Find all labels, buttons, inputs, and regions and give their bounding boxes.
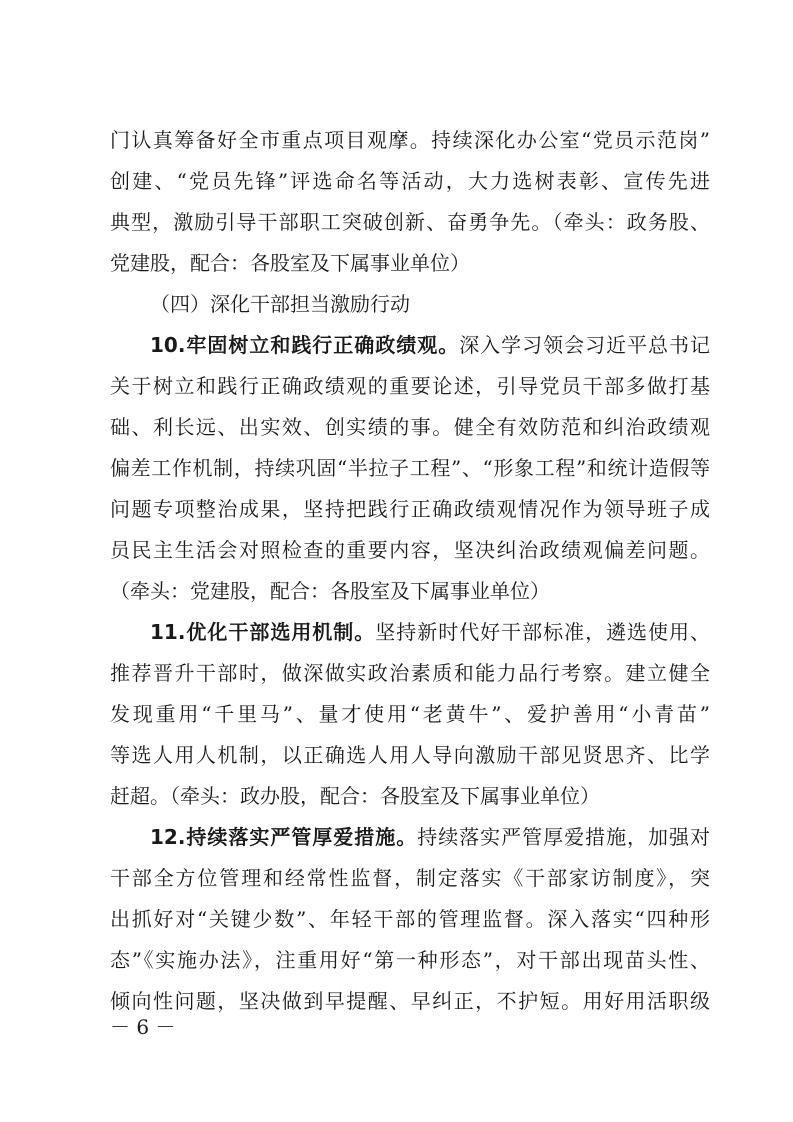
body-line: 创建、“党员先锋”评选命名等活动，大力选树表彰、宣传先进 [110,169,710,193]
body-line: 推荐晋升干部时，做深做实政治素质和能力品行考察。建立健全 [110,661,710,685]
item-text: 坚持新时代好干部标准，遴选使用、 [375,620,710,644]
body-line: 出抓好对“关键少数”、年轻干部的管理监督。深入落实“四种形 [110,907,710,931]
body-line: 典型，激励引导干部职工突破创新、奋勇争先。（牵头：政务股、 [110,210,710,234]
body-line: 门认真筹备好全市重点项目观摩。持续深化办公室“党员示范岗” [110,128,710,152]
page-number: － 6 － [110,1015,176,1039]
item-first-line [150,614,710,650]
section-heading: （四）深化干部担当激励行动 [150,292,410,316]
body-line: 问题专项整治成果，坚持把践行正确政绩观情况作为领导班子成 [110,497,710,521]
body-line: 员民主生活会对照检查的重要内容，坚决纠治政绩观偏差问题。 [110,538,710,562]
body-line: 关于树立和践行正确政绩观的重要论述，引导党员干部多做打基 [110,374,710,398]
body-line: 干部全方位管理和经常性监督，制定落实《干部家访制度》，突 [110,866,710,890]
item-first-line [150,327,710,363]
body-line: （牵头：党建股，配合：各股室及下属事业单位） [110,579,550,603]
body-line: 等选人用人机制，以正确选人用人导向激励干部见贤思齐、比学 [110,743,710,767]
item-first-line [150,819,710,855]
item-text: 深入学习领会习近平总书记 [459,333,710,357]
item-text: 持续落实严管厚爱措施，加强对 [417,825,710,849]
item-title: 11.优化干部选用机制。 [150,620,376,644]
body-line: 发现重用“千里马”、量才使用“老黄牛”、爱护善用“小青苗” [110,702,710,726]
item-title: 10.牢固树立和践行正确政绩观。 [150,333,460,357]
body-line: 态”《实施办法》，注重用好“第一种形态”，对干部出现苗头性、 [110,948,710,972]
body-line: 偏差工作机制，持续巩固“半拉子工程”、“形象工程”和统计造假等 [110,456,710,480]
body-line: 倾向性问题，坚决做到早提醒、早纠正，不护短。用好用活职级 [110,989,710,1013]
body-line: 础、利长远、出实效、创实绩的事。健全有效防范和纠治政绩观 [110,415,710,439]
item-title: 12.持续落实严管厚爱措施。 [150,825,418,849]
body-line: 党建股，配合：各股室及下属事业单位） [110,251,470,275]
body-line: 赶超。（牵头：政办股，配合：各股室及下属事业单位） [110,784,600,808]
